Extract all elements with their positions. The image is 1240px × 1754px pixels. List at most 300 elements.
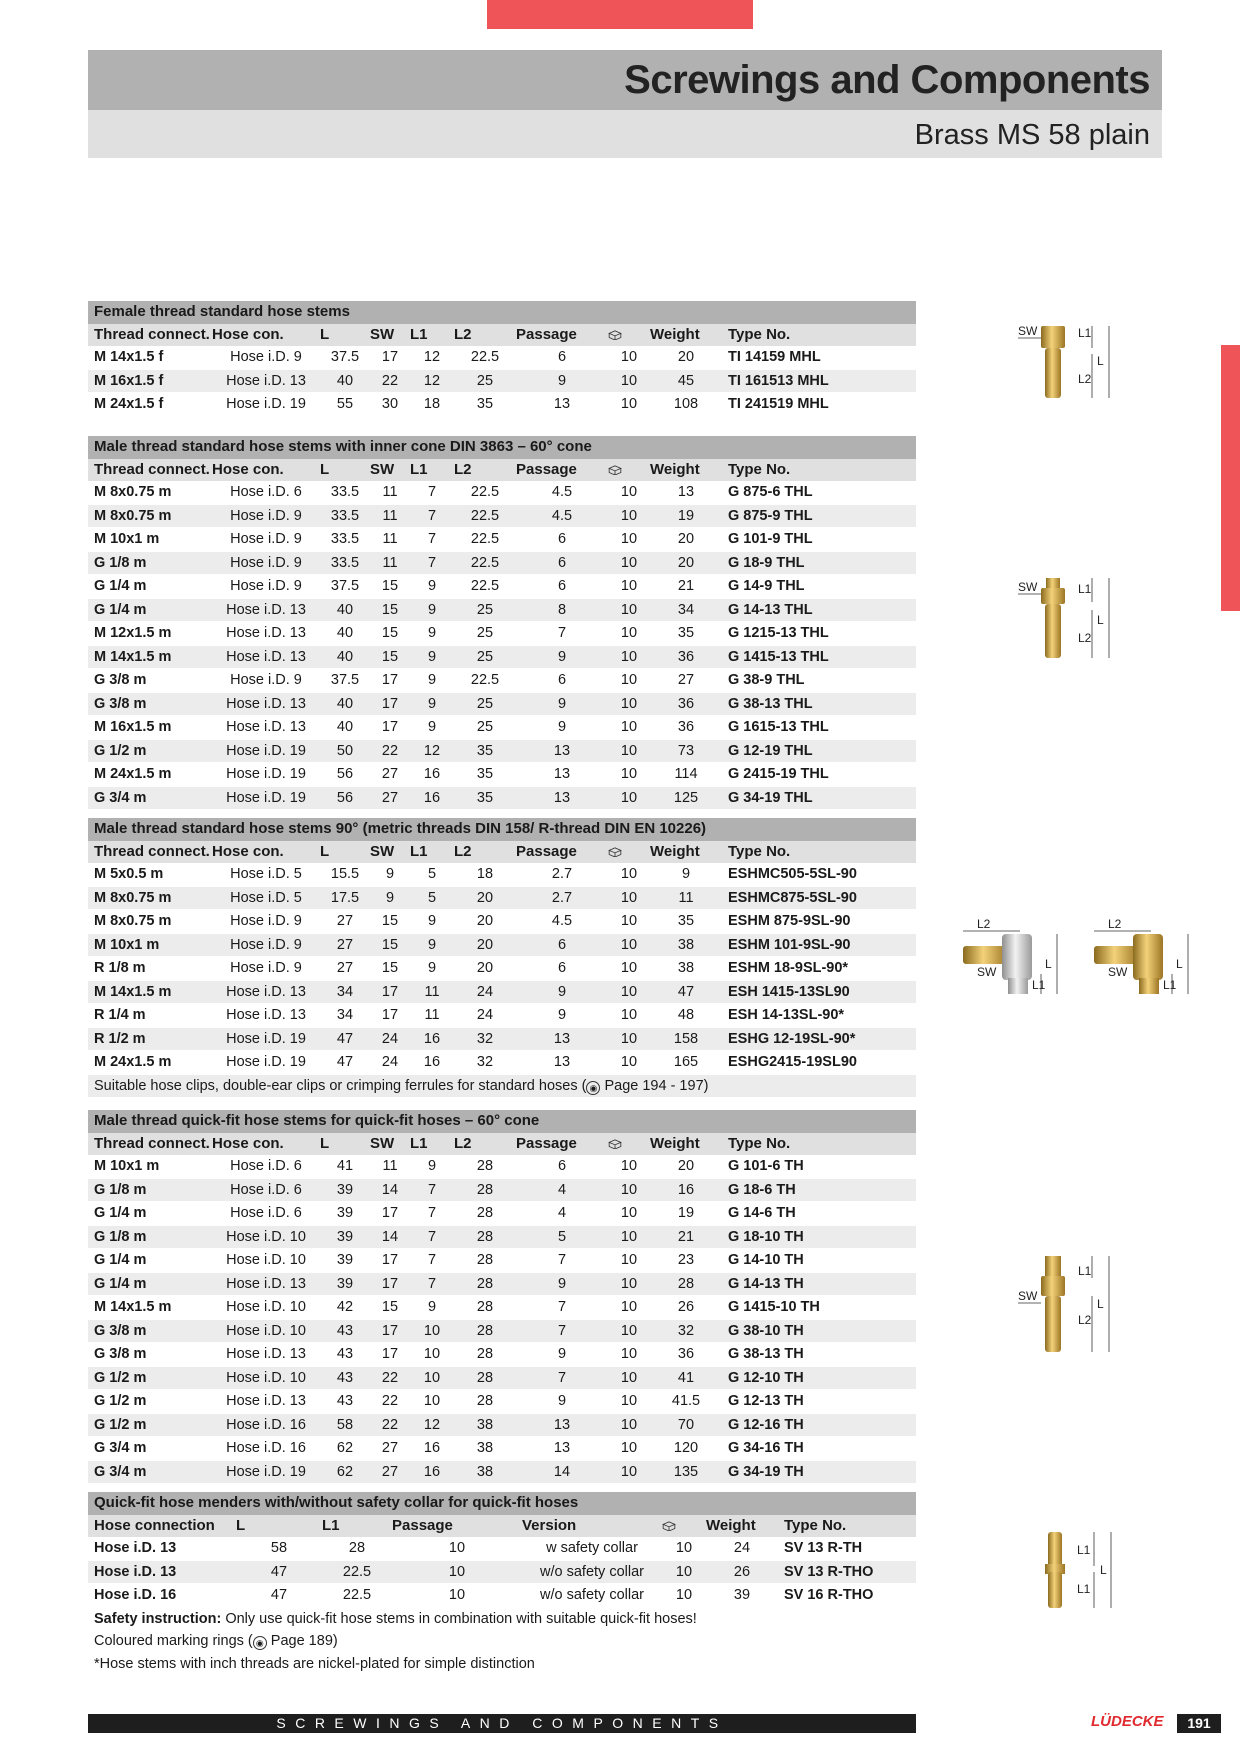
table-cell: G 1/4 m <box>88 1272 212 1296</box>
table-cell: 22 <box>370 1390 410 1414</box>
table-row <box>88 933 916 957</box>
table-row <box>88 481 916 504</box>
table-cell: G 34-16 TH <box>722 1437 916 1461</box>
column-header: L1 <box>410 324 454 347</box>
table-cell: Hose i.D. 13 <box>212 1390 320 1414</box>
table-cell: 43 <box>320 1343 370 1367</box>
table-row <box>88 645 916 669</box>
table-cell: G 3/4 m <box>88 1437 212 1461</box>
table-cell: 34 <box>650 598 722 622</box>
table-cell: G 18-9 THL <box>722 551 916 575</box>
table-cell: G 12-19 THL <box>722 739 916 763</box>
table-cell: ESHMC875-5SL-90 <box>722 886 916 910</box>
svg-text:L2: L2 <box>1108 917 1122 931</box>
column-header: L <box>320 459 370 482</box>
table-cell: SV 13 R-THO <box>778 1560 916 1584</box>
table-cell: 35 <box>454 739 516 763</box>
table-cell: G 1/4 m <box>88 598 212 622</box>
table-cell: 22 <box>370 1413 410 1437</box>
table-cell: 37.5 <box>320 346 370 369</box>
svg-text:L1: L1 <box>1078 582 1092 596</box>
table-cell: 10 <box>608 393 650 417</box>
table-row <box>88 739 916 763</box>
table-cell: 114 <box>650 763 722 787</box>
table-cell: Hose i.D. 10 <box>212 1319 320 1343</box>
column-header: Type No. <box>722 841 916 864</box>
column-header: L2 <box>454 324 516 347</box>
column-header: SW <box>370 1133 410 1156</box>
table-cell: Hose i.D. 6 <box>212 1155 320 1178</box>
table-cell: Hose i.D. 10 <box>212 1225 320 1249</box>
table-cell: 9 <box>516 716 608 740</box>
table-cell: 28 <box>454 1249 516 1273</box>
table-cell: G 875-9 THL <box>722 504 916 528</box>
table-cell: Hose i.D. 9 <box>212 933 320 957</box>
table-cell: 9 <box>410 933 454 957</box>
table-cell: 62 <box>320 1437 370 1461</box>
table-cell: 15 <box>370 957 410 981</box>
table-cell: 9 <box>516 1343 608 1367</box>
table-cell: 32 <box>650 1319 722 1343</box>
table-cell: 10 <box>608 1343 650 1367</box>
table-cell: 62 <box>320 1460 370 1484</box>
table-cell: 22.5 <box>454 669 516 693</box>
table-row <box>88 669 916 693</box>
column-header: Hose connection <box>88 1515 236 1538</box>
table-cell: 11 <box>370 481 410 504</box>
table-male-thread-inner-cone <box>88 436 916 810</box>
table-cell: 27 <box>370 1437 410 1461</box>
table-cell: 10 <box>410 1319 454 1343</box>
table-cell: 22.5 <box>322 1560 392 1584</box>
table-row <box>88 786 916 810</box>
table-cell: Hose i.D. 13 <box>212 716 320 740</box>
table-row <box>88 910 916 934</box>
table-cell: Hose i.D. 16 <box>212 1413 320 1437</box>
table-cell: 7 <box>410 551 454 575</box>
table-cell: 15 <box>370 598 410 622</box>
table-cell: 15 <box>370 622 410 646</box>
table-cell: 16 <box>650 1178 722 1202</box>
column-header: Weight <box>650 459 722 482</box>
table-cell: w/o safety collar <box>522 1560 662 1584</box>
table-cell: G 1/2 m <box>88 739 212 763</box>
table-cell: 10 <box>608 1004 650 1028</box>
hose-clip-note: Suitable hose clips, double-ear clips or crimping ferrules for standard hoses ( ◉ Page 194 - 197) <box>88 1075 916 1098</box>
female-hose-stem-drawing <box>1015 318 1135 403</box>
table-cell: 26 <box>650 1296 722 1320</box>
table-cell: 10 <box>608 1225 650 1249</box>
table-cell: 35 <box>454 786 516 810</box>
box-icon <box>662 1521 676 1531</box>
column-header: L1 <box>410 841 454 864</box>
table-cell: Hose i.D. 19 <box>212 763 320 787</box>
table-header-row <box>88 841 916 864</box>
table-cell: Hose i.D. 9 <box>212 669 320 693</box>
table-cell: R 1/4 m <box>88 1004 212 1028</box>
table-cell: 17 <box>370 346 410 369</box>
table-cell: 40 <box>320 645 370 669</box>
table-cell: 11 <box>370 551 410 575</box>
table-cell: G 1/8 m <box>88 1178 212 1202</box>
table-cell: M 10x1 m <box>88 528 212 552</box>
quick-fit-hose-stem-drawing <box>1015 1256 1135 1356</box>
table-cell: 6 <box>516 669 608 693</box>
column-header: Weight <box>650 1133 722 1156</box>
inch-thread-note: *Hose stems with inch threads are nickel-plated for simple distinction <box>94 1655 535 1672</box>
table-cell: 20 <box>650 346 722 369</box>
table-cell: G 3/8 m <box>88 1343 212 1367</box>
table-cell: 40 <box>320 716 370 740</box>
svg-text:L: L <box>1100 1563 1107 1577</box>
table-cell: 10 <box>608 957 650 981</box>
table-cell: 28 <box>454 1366 516 1390</box>
table-row <box>88 369 916 393</box>
table-cell: 40 <box>320 369 370 393</box>
table-cell: Hose i.D. 10 <box>212 1366 320 1390</box>
table-cell: 7 <box>410 1202 454 1226</box>
table-cell: 9 <box>516 1272 608 1296</box>
table-cell: 10 <box>608 1437 650 1461</box>
table-cell: 17 <box>370 1319 410 1343</box>
table-cell: 6 <box>516 346 608 369</box>
product-table <box>88 301 916 417</box>
table-cell: 28 <box>322 1537 392 1560</box>
table-cell: 10 <box>662 1537 706 1560</box>
table-cell: 15 <box>370 575 410 599</box>
table-cell: 7 <box>410 1178 454 1202</box>
table-cell: 9 <box>370 886 410 910</box>
column-header: SW <box>370 459 410 482</box>
table-cell: 6 <box>516 551 608 575</box>
table-cell: 7 <box>410 504 454 528</box>
table-cell: 34 <box>320 980 370 1004</box>
table-cell: 16 <box>410 1437 454 1461</box>
table-cell: 9 <box>410 575 454 599</box>
table-cell: SV 16 R-THO <box>778 1584 916 1608</box>
table-cell: R 1/8 m <box>88 957 212 981</box>
table-cell: Hose i.D. 13 <box>212 1343 320 1367</box>
table-cell: G 1/2 m <box>88 1366 212 1390</box>
table-cell: 10 <box>608 1366 650 1390</box>
table-cell: 12 <box>410 1413 454 1437</box>
table-cell: 10 <box>608 716 650 740</box>
table-cell: 10 <box>608 1319 650 1343</box>
table-cell: 40 <box>320 692 370 716</box>
table-cell: Hose i.D. 6 <box>212 1178 320 1202</box>
table-cell: 47 <box>650 980 722 1004</box>
column-header: L <box>320 1133 370 1156</box>
table-cell: 47 <box>320 1051 370 1075</box>
box-icon <box>608 1139 622 1149</box>
table-cell: 9 <box>410 1155 454 1178</box>
table-cell: G 101-6 TH <box>722 1155 916 1178</box>
table-cell: G 1/8 m <box>88 551 212 575</box>
table-cell: 22.5 <box>454 528 516 552</box>
table-cell: 36 <box>650 692 722 716</box>
table-header-row <box>88 1133 916 1156</box>
table-cell: 9 <box>370 863 410 886</box>
table-cell: G 1/4 m <box>88 1202 212 1226</box>
table-row <box>88 528 916 552</box>
see-page-icon: ◉ <box>586 1081 600 1095</box>
table-cell: 7 <box>516 622 608 646</box>
table-cell: 28 <box>454 1319 516 1343</box>
column-header: Hose con. <box>212 1133 320 1156</box>
table-row <box>88 1460 916 1484</box>
table-cell: 8 <box>516 598 608 622</box>
table-row <box>88 886 916 910</box>
table-cell: 10 <box>608 692 650 716</box>
table-row <box>88 716 916 740</box>
table-cell: G 14-10 TH <box>722 1249 916 1273</box>
table-cell: 27 <box>320 910 370 934</box>
table-cell: 10 <box>392 1560 522 1584</box>
table-cell: 10 <box>410 1343 454 1367</box>
table-cell: 10 <box>608 369 650 393</box>
table-cell: Hose i.D. 13 <box>88 1537 236 1560</box>
table-cell: 10 <box>608 763 650 787</box>
column-header <box>608 1133 650 1156</box>
table-cell: 43 <box>320 1366 370 1390</box>
table-title: Quick-fit hose menders with/without safety collar for quick-fit hoses <box>88 1492 916 1515</box>
table-cell: 10 <box>608 1390 650 1414</box>
column-header: Type No. <box>722 324 916 347</box>
table-cell: 23 <box>650 1249 722 1273</box>
table-cell: 17.5 <box>320 886 370 910</box>
table-cell: ESH 14-13SL-90* <box>722 1004 916 1028</box>
table-cell: 38 <box>454 1437 516 1461</box>
table-cell: 27 <box>370 786 410 810</box>
elbow-hose-stem-nickel-drawing <box>960 916 1082 1006</box>
table-cell: 4 <box>516 1202 608 1226</box>
table-cell: 17 <box>370 1272 410 1296</box>
table-cell: 25 <box>454 716 516 740</box>
table-cell: Hose i.D. 19 <box>212 786 320 810</box>
table-cell: 47 <box>320 1027 370 1051</box>
table-row <box>88 1202 916 1226</box>
table-cell: ESHM 18-9SL-90* <box>722 957 916 981</box>
table-cell: M 14x1.5 m <box>88 1296 212 1320</box>
svg-text:SW: SW <box>1108 965 1128 979</box>
column-header <box>608 459 650 482</box>
table-cell: 20 <box>650 1155 722 1178</box>
table-cell: 10 <box>608 786 650 810</box>
table-cell: 33.5 <box>320 551 370 575</box>
table-cell: M 24x1.5 m <box>88 763 212 787</box>
table-cell: 26 <box>706 1560 778 1584</box>
table-cell: G 875-6 THL <box>722 481 916 504</box>
column-header: Thread connect. <box>88 1133 212 1156</box>
table-cell: G 18-10 TH <box>722 1225 916 1249</box>
column-header: SW <box>370 841 410 864</box>
table-cell: 4 <box>516 1178 608 1202</box>
table-cell: G 1/2 m <box>88 1390 212 1414</box>
table-cell: 35 <box>454 393 516 417</box>
table-row <box>88 1051 916 1075</box>
table-cell: G 1615-13 THL <box>722 716 916 740</box>
svg-text:L: L <box>1097 354 1104 368</box>
table-header-row <box>88 324 916 347</box>
table-cell: G 12-16 TH <box>722 1413 916 1437</box>
table-cell: 14 <box>516 1460 608 1484</box>
table-cell: Hose i.D. 9 <box>212 957 320 981</box>
table-cell: 17 <box>370 1202 410 1226</box>
column-header: L <box>236 1515 322 1538</box>
table-title: Male thread standard hose stems with inner cone DIN 3863 – 60° cone <box>88 436 916 459</box>
table-cell: G 38-10 TH <box>722 1319 916 1343</box>
marking-rings-note: Coloured marking rings ( ◉ Page 189) <box>94 1633 338 1649</box>
table-cell: 19 <box>650 504 722 528</box>
table-cell: 12 <box>410 739 454 763</box>
svg-text:L1: L1 <box>1032 978 1046 992</box>
table-cell: 22.5 <box>454 551 516 575</box>
column-header: Passage <box>516 841 608 864</box>
footer-section-title: SCREWINGS AND COMPONENTS <box>88 1714 916 1733</box>
table-cell: 10 <box>608 933 650 957</box>
table-cell: G 3/8 m <box>88 669 212 693</box>
table-cell: 10 <box>608 1249 650 1273</box>
svg-text:L2: L2 <box>977 917 991 931</box>
table-cell: Hose i.D. 16 <box>88 1584 236 1608</box>
table-cell: 10 <box>608 1155 650 1178</box>
table-cell: 13 <box>516 1051 608 1075</box>
column-header: Version <box>522 1515 662 1538</box>
column-header: Type No. <box>722 1133 916 1156</box>
table-cell: 13 <box>516 739 608 763</box>
table-cell: 28 <box>650 1272 722 1296</box>
table-cell: 9 <box>410 1296 454 1320</box>
elbow-hose-stem-brass-drawing <box>1091 916 1213 1006</box>
hose-mender-drawing <box>1035 1530 1135 1610</box>
table-cell: Hose i.D. 16 <box>212 1437 320 1461</box>
table-cell: Hose i.D. 13 <box>212 598 320 622</box>
table-cell: 24 <box>370 1051 410 1075</box>
table-cell: 10 <box>410 1366 454 1390</box>
table-cell: 7 <box>410 1225 454 1249</box>
table-row <box>88 1027 916 1051</box>
table-row <box>88 1178 916 1202</box>
table-cell: 33.5 <box>320 481 370 504</box>
table-row <box>88 957 916 981</box>
svg-text:L1: L1 <box>1163 978 1177 992</box>
table-cell: 38 <box>454 1460 516 1484</box>
table-cell: Hose i.D. 5 <box>212 863 320 886</box>
table-cell: M 10x1 m <box>88 1155 212 1178</box>
table-cell: G 38-9 THL <box>722 669 916 693</box>
table-cell: G 1215-13 THL <box>722 622 916 646</box>
table-cell: 16 <box>410 1027 454 1051</box>
table-cell: 40 <box>320 598 370 622</box>
table-cell: 39 <box>706 1584 778 1608</box>
column-header <box>608 841 650 864</box>
top-accent-bar <box>487 0 753 29</box>
table-cell: 13 <box>516 1027 608 1051</box>
table-cell: Hose i.D. 6 <box>212 481 320 504</box>
table-cell: 24 <box>370 1027 410 1051</box>
box-icon <box>608 465 622 475</box>
svg-text:L1: L1 <box>1077 1582 1091 1596</box>
table-cell: 13 <box>516 786 608 810</box>
table-header-row <box>88 459 916 482</box>
table-cell: 2.7 <box>516 886 608 910</box>
table-row <box>88 763 916 787</box>
table-cell: Hose i.D. 10 <box>212 1296 320 1320</box>
table-quick-fit-stems <box>88 1110 916 1484</box>
table-cell: 9 <box>516 645 608 669</box>
table-cell: G 3/4 m <box>88 1460 212 1484</box>
table-cell: Hose i.D. 9 <box>212 528 320 552</box>
svg-text:L2: L2 <box>1078 1313 1092 1327</box>
table-cell: G 14-13 TH <box>722 1272 916 1296</box>
svg-text:SW: SW <box>1018 324 1038 338</box>
table-cell: 9 <box>410 716 454 740</box>
table-cell: Hose i.D. 9 <box>212 910 320 934</box>
table-cell: 9 <box>516 1004 608 1028</box>
table-cell: M 8x0.75 m <box>88 910 212 934</box>
table-row <box>88 1296 916 1320</box>
table-cell: 135 <box>650 1460 722 1484</box>
svg-text:L: L <box>1097 613 1104 627</box>
page-number: 191 <box>1177 1714 1221 1733</box>
table-cell: 9 <box>410 957 454 981</box>
table-cell: G 38-13 THL <box>722 692 916 716</box>
table-cell: 41.5 <box>650 1390 722 1414</box>
column-header: L1 <box>410 1133 454 1156</box>
table-cell: 28 <box>454 1202 516 1226</box>
table-cell: 9 <box>410 598 454 622</box>
table-cell: 4.5 <box>516 504 608 528</box>
table-cell: 10 <box>608 1296 650 1320</box>
table-cell: Hose i.D. 13 <box>212 645 320 669</box>
table-cell: 17 <box>370 716 410 740</box>
table-cell: Hose i.D. 10 <box>212 1249 320 1273</box>
table-cell: 10 <box>608 1202 650 1226</box>
table-cell: 43 <box>320 1319 370 1343</box>
table-cell: G 34-19 TH <box>722 1460 916 1484</box>
see-page-icon: ◉ <box>253 1636 267 1650</box>
table-row <box>88 1225 916 1249</box>
svg-text:L: L <box>1045 957 1052 971</box>
table-cell: 34 <box>320 1004 370 1028</box>
table-cell: G 3/8 m <box>88 1319 212 1343</box>
table-cell: 25 <box>454 622 516 646</box>
table-cell: 18 <box>410 393 454 417</box>
table-cell: 10 <box>608 622 650 646</box>
table-cell: 11 <box>370 1155 410 1178</box>
table-cell: 7 <box>410 1272 454 1296</box>
table-cell: ESHG 12-19SL-90* <box>722 1027 916 1051</box>
column-header: L2 <box>454 1133 516 1156</box>
column-header <box>662 1515 706 1538</box>
table-cell: 158 <box>650 1027 722 1051</box>
table-cell: 10 <box>608 346 650 369</box>
table-cell: 32 <box>454 1027 516 1051</box>
table-cell: 27 <box>320 957 370 981</box>
table-row <box>88 1343 916 1367</box>
table-cell: Hose i.D. 13 <box>88 1560 236 1584</box>
table-cell: 38 <box>650 933 722 957</box>
table-cell: 10 <box>608 739 650 763</box>
table-cell: 17 <box>370 1004 410 1028</box>
svg-text:SW: SW <box>977 965 997 979</box>
table-cell: Hose i.D. 19 <box>212 1027 320 1051</box>
table-cell: 32 <box>454 1051 516 1075</box>
table-cell: 35 <box>650 622 722 646</box>
svg-text:L2: L2 <box>1078 372 1092 386</box>
table-cell: 73 <box>650 739 722 763</box>
table-cell: 9 <box>410 692 454 716</box>
